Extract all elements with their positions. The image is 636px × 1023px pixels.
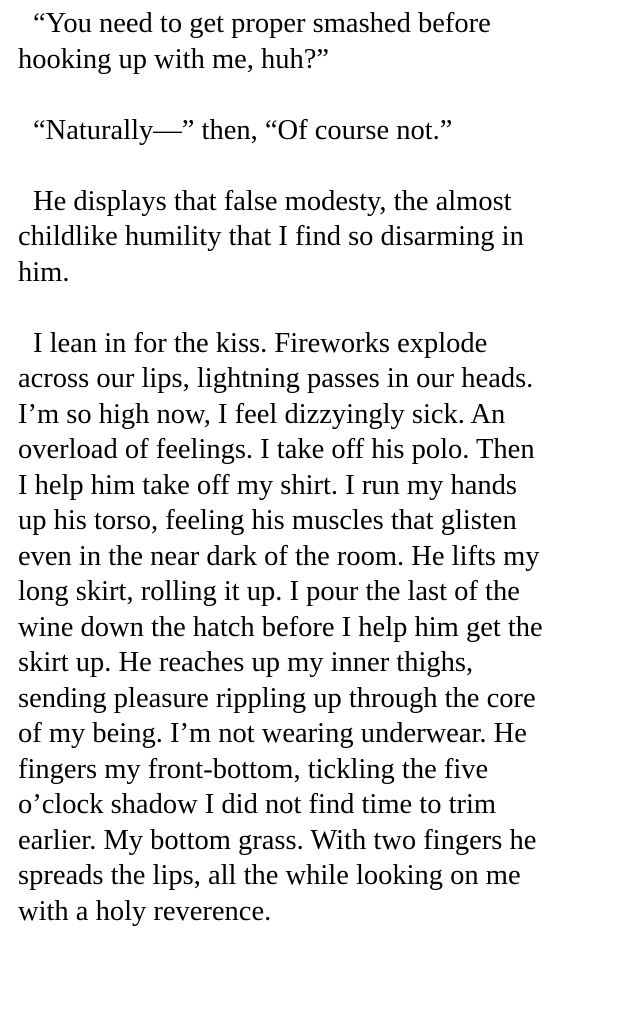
- text-line: fingers my front-bottom, tickling the five: [18, 753, 489, 785]
- text-line: across our lips, lightning passes in our heads.: [18, 363, 534, 394]
- text-line: I lean in for the kiss. Fireworks explode: [33, 327, 488, 359]
- text-line: “You need to get proper smashed before: [33, 8, 491, 39]
- text-line: even in the near dark of the room. He lifts my: [18, 540, 540, 572]
- text-line: wine down the hatch before I help him get the: [18, 611, 543, 643]
- text-line: He displays that false modesty, the almost: [33, 185, 512, 217]
- text-line: hooking up with me, huh?”: [18, 43, 330, 75]
- text-line: spreads the lips, all the while looking on me: [18, 860, 521, 891]
- text-line: with a holy reverence.: [18, 895, 272, 927]
- text-line: earlier. My bottom grass. With two fingers he: [18, 824, 537, 856]
- text-line: overload of feelings. I take off his polo. Then: [18, 434, 535, 465]
- text-line: sending pleasure rippling up through the core: [18, 682, 536, 714]
- text-line: “Naturally—” then, “Of course not.”: [33, 114, 453, 146]
- paragraph-dialogue-1: [18, 6, 630, 77]
- text-line: of my being. I’m not wearing underwear. He: [18, 718, 527, 749]
- text-line: skirt up. He reaches up my inner thighs,: [18, 647, 474, 678]
- paragraph-dialogue-2: [18, 113, 630, 149]
- text-line: o’clock shadow I did not find time to trim: [18, 789, 497, 820]
- paragraph-narration-1: [18, 184, 630, 291]
- text-line: up his torso, feeling his muscles that glisten: [18, 505, 517, 536]
- paragraph-narration-2: [18, 326, 630, 930]
- text-line: him.: [18, 256, 70, 288]
- text-line: long skirt, rolling it up. I pour the last of the: [18, 576, 520, 607]
- text-line: childlike humility that I find so disarming in: [18, 221, 524, 252]
- text-line: I’m so high now, I feel dizzyingly sick. An: [18, 398, 506, 430]
- text-line: I help him take off my shirt. I run my hands: [18, 469, 517, 501]
- document-page: [18, 6, 630, 965]
